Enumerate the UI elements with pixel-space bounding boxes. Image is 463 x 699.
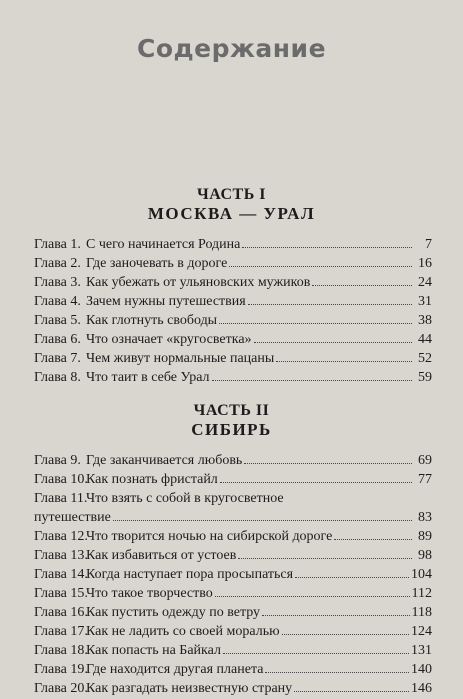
chapter-number: Глава 18. (34, 643, 88, 658)
page-number: 146 (411, 681, 432, 696)
chapter-title: Где заночевать в дороге (86, 256, 228, 271)
toc-row[interactable] (34, 311, 432, 330)
dot-leader (244, 451, 412, 464)
page-number: 69 (418, 453, 432, 468)
page-number: 52 (418, 351, 432, 366)
toc-row[interactable] (34, 470, 432, 489)
chapter-title: Как глотнуть свободы (86, 313, 218, 328)
page-number: 38 (418, 313, 432, 328)
dot-leader (113, 508, 412, 521)
page-number: 104 (411, 567, 432, 582)
chapter-title: Как разгадать неизвестную страну (86, 681, 293, 696)
page-number: 118 (411, 605, 432, 620)
chapter-title: Что взять с собой в кругосветное (86, 491, 284, 506)
chapter-title: Как познать фристайл (86, 472, 218, 487)
part-1-name: МОСКВА — УРАЛ (147, 204, 316, 223)
chapter-title: Зачем нужны путешествия (86, 294, 246, 309)
dot-leader (238, 546, 412, 559)
page-number: 44 (418, 332, 432, 347)
chapter-title: Как попасть на Байкал (86, 643, 221, 658)
chapter-number: Глава 16. (34, 605, 88, 620)
toc-row-continuation[interactable] (34, 508, 432, 527)
chapter-number: Глава 20. (34, 681, 88, 696)
dot-leader (220, 470, 412, 483)
page-number: 59 (418, 370, 432, 385)
dot-leader (295, 565, 409, 578)
toc-row[interactable] (34, 254, 432, 273)
page-number: 131 (411, 643, 432, 658)
chapter-number: Глава 19. (34, 662, 88, 677)
chapter-number: Глава 5. (34, 313, 81, 328)
chapter-title: Как не ладить со своей моралью (86, 624, 280, 639)
chapter-title: Где находится другая планета (86, 662, 264, 677)
page-number: 24 (418, 275, 432, 290)
page-number: 112 (411, 586, 432, 601)
dot-leader (212, 368, 412, 381)
toc-row[interactable] (34, 292, 432, 311)
dot-leader (219, 311, 412, 324)
dot-leader (262, 603, 409, 616)
page-number: 140 (411, 662, 432, 677)
chapter-number: Глава 7. (34, 351, 81, 366)
dot-leader (215, 584, 410, 597)
part-2-name: СИБИРЬ (191, 420, 272, 439)
toc-row[interactable] (34, 584, 432, 603)
dot-leader (312, 273, 412, 286)
chapter-title: Когда наступает пора просыпаться (86, 567, 294, 582)
toc-row[interactable] (34, 622, 432, 641)
dot-leader (254, 330, 412, 343)
chapter-number: Глава 17. (34, 624, 88, 639)
chapter-title: Что такое творчество (86, 586, 213, 601)
chapter-number: Глава 3. (34, 275, 81, 290)
chapter-title: Как пустить одежду по ветру (86, 605, 261, 620)
page-number: 83 (418, 510, 432, 525)
chapter-number: Глава 4. (34, 294, 81, 309)
chapter-title: С чего начинается Родина (86, 237, 241, 252)
page-title: Содержание (136, 34, 327, 63)
toc-row[interactable] (34, 603, 432, 622)
dot-leader (276, 349, 412, 362)
page-number: 77 (418, 472, 432, 487)
chapter-title: Чем живут нормальные пацаны (86, 351, 275, 366)
page-number: 89 (418, 529, 432, 544)
page-number: 124 (411, 624, 432, 639)
chapter-number: Глава 13. (34, 548, 88, 563)
dot-leader (265, 660, 409, 673)
toc-row[interactable] (34, 565, 432, 584)
part-2-label: ЧАСТЬ II (193, 402, 270, 419)
toc-row[interactable] (34, 527, 432, 546)
toc-row[interactable] (34, 273, 432, 292)
part-2-toc (34, 451, 432, 698)
part-1-toc (34, 235, 432, 387)
chapter-number: Глава 8. (34, 370, 81, 385)
toc-row[interactable] (34, 451, 432, 470)
dot-leader (229, 254, 412, 267)
dot-leader (334, 527, 412, 540)
chapter-number: Глава 1. (34, 237, 81, 252)
chapter-number: Глава 9. (34, 453, 81, 468)
chapter-number: Глава 6. (34, 332, 81, 347)
chapter-title-continued: путешествие (34, 510, 111, 525)
toc-row[interactable] (34, 235, 432, 254)
chapter-title: Где заканчивается любовь (86, 453, 243, 468)
dot-leader (248, 292, 412, 305)
chapter-number: Глава 10. (34, 472, 88, 487)
chapter-number: Глава 15. (34, 586, 88, 601)
chapter-number: Глава 12. (34, 529, 88, 544)
dot-leader (242, 235, 412, 248)
part-1-label: ЧАСТЬ I (196, 186, 267, 203)
part-2-heading (0, 402, 463, 440)
toc-row[interactable] (34, 368, 432, 387)
toc-row[interactable] (34, 660, 432, 679)
part-1-heading (0, 186, 463, 224)
toc-row[interactable] (34, 546, 432, 565)
chapter-title: Как убежать от ульяновских мужиков (86, 275, 311, 290)
chapter-number: Глава 2. (34, 256, 81, 271)
chapter-title: Что означает «кругосветка» (86, 332, 252, 347)
toc-row[interactable] (34, 641, 432, 660)
toc-row[interactable] (34, 489, 432, 508)
dot-leader (223, 641, 409, 654)
dot-leader (282, 622, 409, 635)
page-number: 7 (425, 237, 432, 252)
chapter-title: Что творится ночью на сибирской дороге (86, 529, 333, 544)
page-number: 16 (418, 256, 432, 271)
page-number: 98 (418, 548, 432, 563)
chapter-number: Глава 14. (34, 567, 88, 582)
toc-row[interactable] (34, 679, 432, 698)
chapter-title: Как избавиться от устоев (86, 548, 237, 563)
chapter-number: Глава 11. (34, 491, 88, 506)
toc-row[interactable] (34, 349, 432, 368)
toc-row[interactable] (34, 330, 432, 349)
dot-leader (294, 679, 409, 692)
page-number: 31 (418, 294, 432, 309)
chapter-title: Что таит в себе Урал (86, 370, 210, 385)
